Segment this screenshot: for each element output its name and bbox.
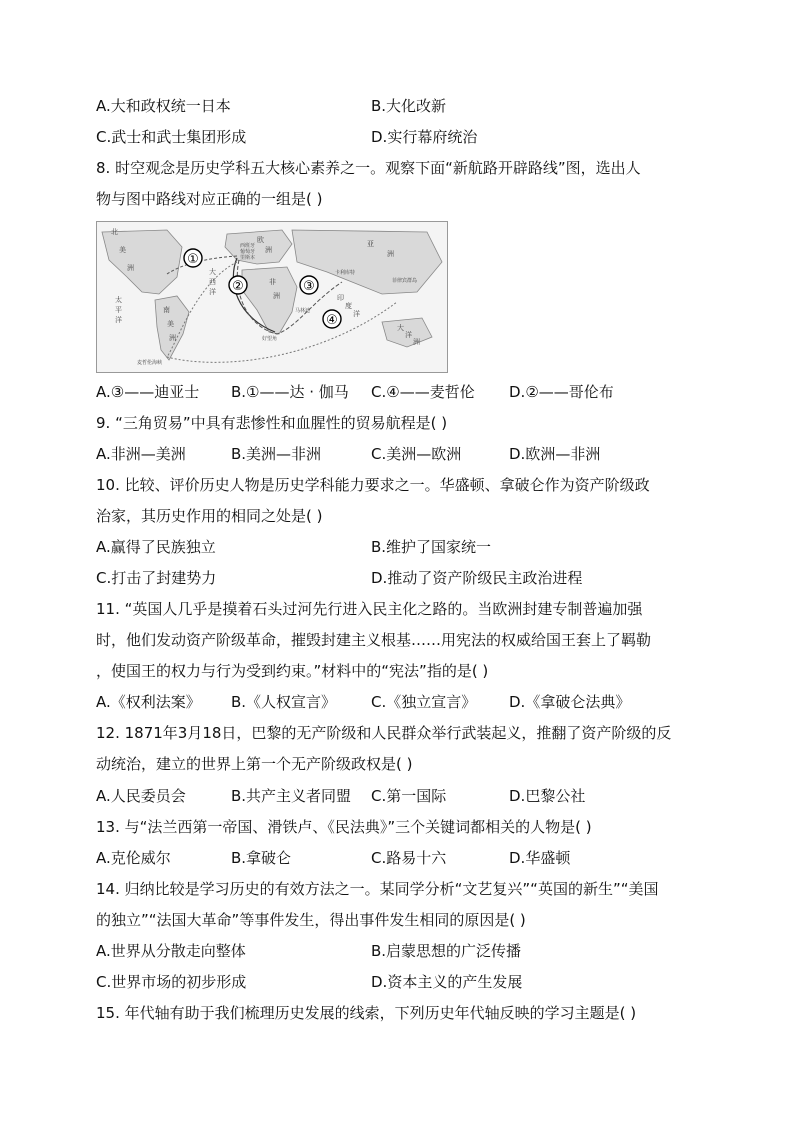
q10-option-b: B.维护了国家统一	[371, 538, 492, 556]
route-mark-3: ③	[303, 279, 315, 294]
q8-option-c: C.④——麦哲伦	[371, 383, 475, 401]
route-mark-2: ②	[232, 279, 244, 294]
label-south-america-1: 南	[163, 306, 170, 314]
label-pacific-2: 平	[115, 306, 122, 314]
q11-stem-line-3: ，使国王的权力与行为受到约束。”材料中的“宪法”指的是( )	[96, 662, 489, 680]
q11-option-c: C.《独立宣言》	[371, 693, 477, 711]
label-atlantic-2: 西	[209, 278, 216, 286]
q7-option-a: A.大和政权统一日本	[96, 97, 231, 115]
label-asia-2: 洲	[387, 250, 394, 258]
label-atlantic-3: 洋	[209, 288, 216, 296]
q14-option-d: D.资本主义的产生发展	[371, 973, 523, 991]
label-africa-1: 非	[269, 278, 276, 286]
label-south-america-3: 洲	[169, 334, 176, 342]
q10-option-a: A.赢得了民族独立	[96, 538, 216, 556]
q7-option-d: D.实行幕府统治	[371, 128, 478, 146]
q8-stem-line-1: 8. 时空观念是历史学科五大核心素养之一。观察下面“新航路开辟路线”图，选出人	[96, 159, 641, 177]
label-calicut: 卡利库特	[335, 270, 356, 276]
q11-option-a: A.《权利法案》	[96, 693, 201, 711]
new-sea-routes-map	[96, 221, 448, 373]
label-north-america-2: 美	[119, 246, 126, 254]
q10-option-c: C.打击了封建势力	[96, 569, 217, 587]
label-philippines: 菲律宾群岛	[392, 278, 418, 284]
label-indian-2: 度	[345, 302, 352, 310]
label-europe-2: 洲	[265, 246, 272, 254]
label-south-america-2: 美	[167, 320, 174, 328]
q10-stem-line-2: 治家，其历史作用的相同之处是( )	[96, 507, 323, 525]
route-mark-4: ④	[326, 313, 338, 328]
q13-option-a: A.克伦威尔	[96, 849, 171, 867]
q15-stem: 15. 年代轴有助于我们梳理历史发展的线索，下列历史年代轴反映的学习主题是( )	[96, 1004, 637, 1022]
q14-stem-line-2: 的独立”“法国大革命”等事件发生，得出事件发生相同的原因是( )	[96, 911, 526, 929]
label-atlantic-1: 大	[209, 268, 216, 276]
south-america-shape	[155, 296, 189, 360]
q7-option-c: C.武士和武士集团形成	[96, 128, 247, 146]
q7-option-b: B.大化改新	[371, 97, 447, 115]
label-malindi: 马林迪	[295, 308, 311, 314]
label-north-america-1: 北	[111, 228, 118, 236]
q13-option-d: D.华盛顿	[509, 849, 571, 867]
q11-stem-line-2: 时，他们发动资产阶级革命，摧毁封建主义根基……用宪法的权威给国王套上了羁勒	[96, 631, 652, 649]
q12-stem-line-2: 动统治，建立的世界上第一个无产阶级政权是( )	[96, 755, 413, 773]
label-indian-1: 印	[337, 294, 344, 302]
label-oceania-3: 洲	[413, 338, 420, 346]
q14-option-c: C.世界市场的初步形成	[96, 973, 247, 991]
q9-option-b: B.美洲—非洲	[231, 445, 322, 463]
q12-option-c: C.第一国际	[371, 787, 447, 805]
q12-option-b: B.共产主义者同盟	[231, 787, 352, 805]
q8-option-a: A.③——迪亚士	[96, 383, 200, 401]
north-america-shape	[102, 230, 182, 294]
q14-option-a: A.世界从分散走向整体	[96, 942, 246, 960]
q8-option-b: B.①——达 · 伽马	[231, 383, 349, 401]
label-pacific-3: 洋	[115, 316, 122, 324]
label-oceania-2: 洋	[405, 331, 412, 339]
q12-option-a: A.人民委员会	[96, 787, 186, 805]
label-pacific-1: 太	[115, 296, 122, 304]
q8-stem-line-2: 物与图中路线对应正确的一组是( )	[96, 190, 323, 208]
q11-stem-line-1: 11. “英国人几乎是摸着石头过河先行进入民主化之路的。当欧洲封建专制普遍加强	[96, 600, 643, 618]
label-north-america-3: 洲	[127, 264, 134, 272]
q9-option-d: D.欧洲—非洲	[509, 445, 601, 463]
q11-option-b: B.《人权宣言》	[231, 693, 337, 711]
label-spain: 西班牙	[240, 243, 256, 249]
q9-stem: 9. “三角贸易”中具有悲惨性和血腥性的贸易航程是( )	[96, 414, 448, 432]
label-cape: 好望角	[262, 336, 278, 342]
q10-option-d: D.推动了资产阶级民主政治进程	[371, 569, 583, 587]
q13-stem: 13. 与“法兰西第一帝国、滑铁卢、《民法典》”三个关键词都相关的人物是( )	[96, 818, 592, 836]
label-europe-1: 欧	[257, 236, 264, 244]
q8-option-d: D.②——哥伦布	[509, 383, 614, 401]
q12-stem-line-1: 12. 1871年3月18日，巴黎的无产阶级和人民群众举行武装起义，推翻了资产阶级的反	[96, 724, 672, 742]
label-portugal: 葡萄牙	[240, 249, 256, 255]
q11-option-d: D.《拿破仑法典》	[509, 693, 631, 711]
q10-stem-line-1: 10. 比较、评价历史人物是历史学科能力要求之一。华盛顿、拿破仑作为资产阶级政	[96, 476, 650, 494]
q9-option-a: A.非洲—美洲	[96, 445, 186, 463]
q12-option-d: D.巴黎公社	[509, 787, 586, 805]
route-mark-1: ①	[187, 252, 199, 267]
q9-option-c: C.美洲—欧洲	[371, 445, 462, 463]
map-svg	[97, 222, 447, 372]
label-magellan-strait: 麦哲伦海峡	[137, 360, 163, 366]
label-africa-2: 洲	[273, 292, 280, 300]
q14-option-b: B.启蒙思想的广泛传播	[371, 942, 522, 960]
q14-stem-line-1: 14. 归纳比较是学习历史的有效方法之一。某同学分析“文艺复兴”“英国的新生”“美国	[96, 880, 659, 898]
label-lisbon: 里斯本	[240, 255, 256, 261]
label-oceania-1: 大	[397, 324, 404, 332]
label-asia-1: 亚	[367, 240, 374, 248]
label-indian-3: 洋	[353, 310, 360, 318]
q13-option-c: C.路易十六	[371, 849, 447, 867]
q13-option-b: B.拿破仑	[231, 849, 292, 867]
